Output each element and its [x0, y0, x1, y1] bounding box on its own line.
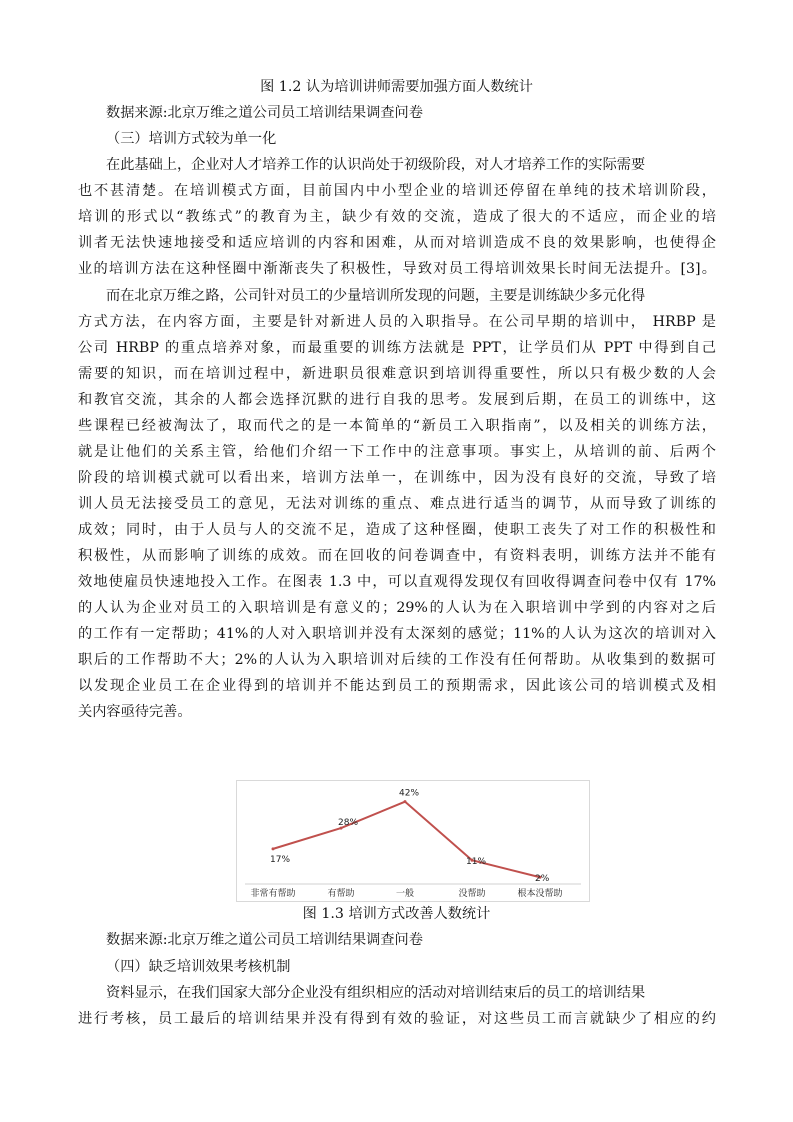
paragraph-line: 积极性，从而影响了训练的成效。而在回收的问卷调查中，有资料表明，训练方法并不能有 [78, 548, 716, 564]
data-label: 42% [399, 788, 420, 799]
section-heading-3: （三）培训方式较为单一化 [106, 131, 277, 147]
data-source-1: 数据来源:北京万维之道公司员工培训结果调查问卷 [106, 105, 423, 121]
line-chart-frame [236, 780, 590, 902]
paragraph-line: 而在北京万维之路，公司针对员工的少量培训所发现的问题，主要是训练缺少多元化得 [106, 288, 646, 304]
data-label: 17% [270, 854, 291, 865]
paragraph-line: 的人认为企业对员工的入职培训是有意义的；29%的人认为在入职培训中学到的内容对之后 [78, 600, 716, 616]
line-chart [237, 781, 589, 901]
paragraph-line: 阶段的培训模式就可以看出来，培训方法单一，在训练中，因为没有良好的交流，导致了培 [78, 470, 716, 486]
x-tick-label: 根本没帮助 [517, 889, 563, 899]
paragraph-line: 需要的知识，而在培训过程中，新进职员很难意识到培训得重要性，所以只有极少数的人会 [78, 366, 716, 382]
paragraph-line: 成效；同时，由于人员与人的交流不足，造成了这种怪圈，使职工丧失了对工作的积极性和 [78, 522, 716, 538]
paragraph-line: 以发现企业员工在企业得到的培训并不能达到员工的预期需求，因此该公司的培训模式及相 [78, 678, 716, 694]
paragraph-line: 在此基础上，企业对人才培养工作的认识尚处于初级阶段，对人才培养工作的实际需要 [106, 157, 646, 173]
paragraph-line: 资料显示，在我们国家大部分企业没有组织相应的活动对培训结束后的员工的培训结果 [106, 985, 646, 1001]
paragraph-line: 进行考核，员工最后的培训结果并没有得到有效的验证，对这些员工而言就缺少了相应的约 [78, 1011, 716, 1027]
data-point [272, 847, 275, 850]
paragraph-line: 的工作有一定帮助；41%的人对入职培训并没有太深刻的感觉；11%的人认为这次的培训对入 [78, 626, 716, 642]
paragraph-line: 业的培训方法在这种怪圈中渐渐丧失了积极性，导致对员工得培训效果长时间无法提升。[3]。 [78, 261, 716, 277]
section-heading-4: （四）缺乏培训效果考核机制 [106, 959, 291, 975]
paragraph-line: 关内容亟待完善。 [78, 704, 192, 720]
data-label: 11% [466, 857, 487, 868]
x-tick-label: 没帮助 [458, 889, 486, 899]
figure-1-2-caption: 图 1.2 认为培训讲师需要加强方面人数统计 [260, 79, 533, 95]
paragraph-line: 公司 HRBP 的重点培养对象，而最重要的训练方法就是 PPT，让学员们从 PPT 中得到自己 [78, 340, 716, 356]
data-label: 28% [338, 818, 359, 829]
data-label: 2% [535, 874, 550, 885]
paragraph-line: 也不甚清楚。在培训模式方面，目前国内中小型企业的培训还停留在单纯的技术培训阶段， [78, 183, 716, 199]
x-tick-label: 一般 [395, 889, 415, 899]
paragraph-line: 方式方法，在内容方面，主要是针对新进人员的入职指导。在公司早期的培训中， HRBP 是 [78, 314, 716, 330]
paragraph-line: 就是让他们的关系主管，给他们介绍一下工作中的注意事项。事实上，从培训的前、后两个 [78, 444, 716, 460]
series-line [273, 802, 540, 878]
paragraph-line: 效地使雇员快速地投入工作。在图表 1.3 中，可以直观得发现仅有回收得调查问卷中仅有 17% [78, 574, 716, 590]
paragraph-line: 训者无法快速地接受和适应培训的内容和困难，从而对培训造成不良的效果影响，也使得企 [78, 235, 716, 251]
paragraph-line: 职后的工作帮助不大；2%的人认为入职培训对后续的工作没有任何帮助。从收集到的数据可 [78, 652, 716, 668]
paragraph-line: 些课程已经被淘汰了，取而代之的是一本简单的“新员工入职指南”，以及相关的训练方法， [78, 418, 716, 434]
figure-1-3-caption: 图 1.3 培训方式改善人数统计 [302, 906, 491, 922]
paragraph-line: 训人员无法接受员工的意见，无法对训练的重点、难点进行适当的调节，从而导致了训练的 [78, 496, 716, 512]
x-tick-label: 非常有帮助 [250, 889, 296, 899]
data-point [404, 800, 407, 803]
paragraph-line: 培训的形式以“教练式”的教育为主，缺少有效的交流，造成了很大的不适应，而企业的培 [78, 209, 716, 225]
data-source-2: 数据来源:北京万维之道公司员工培训结果调查问卷 [106, 932, 423, 948]
paragraph-line: 和教官交流，其余的人都会选择沉默的进行自我的思考。发展到后期，在员工的训练中，这 [78, 392, 716, 408]
x-tick-label: 有帮助 [327, 889, 355, 899]
